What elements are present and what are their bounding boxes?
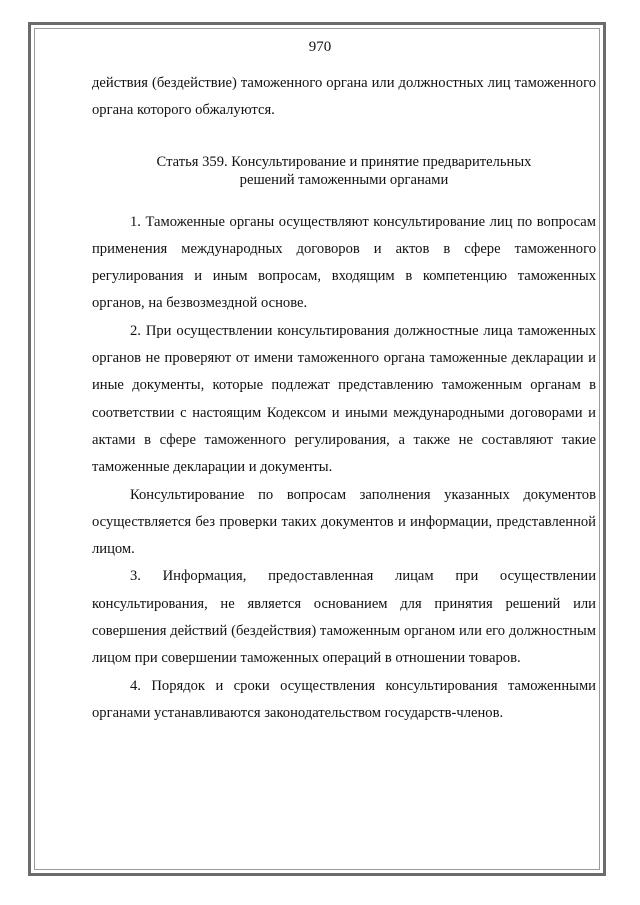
paragraph-2: 2. При осуществлении консультирования должностные лица таможенных органов не проверяют от имени таможенного органа таможенные декларации и иные документы, которые подлежат представлению таможенным органам в соответствии с настоящим Кодексом и иными международными договорами и актами в сфере таможенного регулирования, а также не составляют такие таможенные декларации и документы. xyxy=(92,322,596,476)
paragraph-4: 4. Порядок и сроки осуществления консультирования таможенными органами устанавливаются законодательством государств-членов. xyxy=(92,677,596,721)
intro-paragraph: действия (бездействие) таможенного органа или должностных лиц таможенного органа которого обжалуются. xyxy=(92,75,596,119)
document-body xyxy=(92,70,596,727)
page-number: 970 xyxy=(308,39,332,55)
paragraph-1: 1. Таможенные органы осуществляют консультирование лиц по вопросам применения международных договоров и актов в сфере таможенного регулирования и иным вопросам, входящим в компетенцию таможенных органов, на безвозмездной основе. xyxy=(92,213,596,312)
paragraph-2-continuation: Консультирование по вопросам заполнения указанных документов осуществляется без проверки таких документов и информации, представленной лицом. xyxy=(92,486,596,558)
paragraph-3: 3. Информация, предоставленная лицам при осуществлении консультирования, не является основанием для принятия решений или совершения действий (бездействия) таможенным органом или его должностным лицом при совершении таможенных операций в отношении товаров. xyxy=(92,568,596,667)
article-title-line-2: решений таможенными органами xyxy=(239,171,449,188)
article-title-line-1: Статья 359. Консультирование и принятие предварительных xyxy=(156,153,532,170)
article-title xyxy=(92,153,596,189)
